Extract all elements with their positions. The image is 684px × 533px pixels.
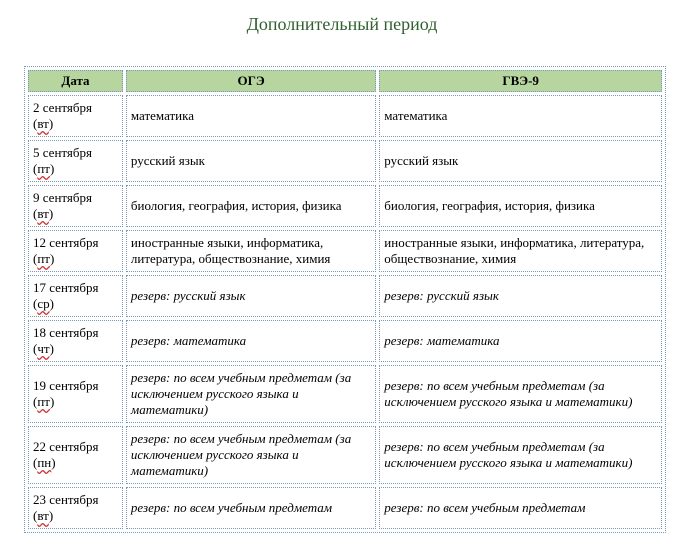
date-cell: 2 сентября (вт)	[28, 95, 123, 137]
weekday-text: вт	[37, 206, 49, 221]
date-text: 23 сентября	[33, 492, 99, 507]
date-cell: 23 сентября (вт)	[28, 487, 123, 529]
oge-cell: резерв: математика	[126, 320, 376, 362]
gve-cell: иностранные языки, информатика, литература, обществознание, химия	[379, 230, 662, 272]
gve-cell: биология, география, история, физика	[379, 185, 662, 227]
oge-cell: иностранные языки, информатика, литература, обществознание, химия	[126, 230, 376, 272]
weekday-text: пт	[37, 251, 50, 266]
table-row	[28, 426, 662, 484]
gve-cell: резерв: по всем учебным предметам	[379, 487, 662, 529]
table-row	[28, 365, 662, 423]
page-title: Дополнительный период	[246, 14, 438, 34]
date-text: 5 сентября	[33, 145, 92, 160]
weekday-text: пн	[37, 455, 52, 470]
date-text: 17 сентября	[33, 280, 99, 295]
date-cell: 9 сентября (вт)	[28, 185, 123, 227]
header-date: Дата	[28, 70, 123, 92]
table-row	[28, 275, 662, 317]
weekday-text: чт	[37, 341, 50, 356]
table-row	[28, 320, 662, 362]
table-row	[28, 230, 662, 272]
oge-cell: резерв: по всем учебным предметам (за исключением русского языка и математики)	[126, 365, 376, 423]
oge-cell: русский язык	[126, 140, 376, 182]
date-text: 9 сентября	[33, 190, 92, 205]
table-row	[28, 140, 662, 182]
date-cell: 19 сентября (пт)	[28, 365, 123, 423]
weekday-text: вт	[37, 508, 49, 523]
date-text: 18 сентября	[33, 325, 99, 340]
date-cell: 17 сентября (ср)	[28, 275, 123, 317]
gve-cell: резерв: русский язык	[379, 275, 662, 317]
oge-cell: биология, география, история, физика	[126, 185, 376, 227]
oge-cell: математика	[126, 95, 376, 137]
weekday-text: ср	[37, 296, 50, 311]
oge-cell: резерв: по всем учебным предметам	[126, 487, 376, 529]
oge-cell: резерв: по всем учебным предметам (за исключением русского языка и математики)	[126, 426, 376, 484]
oge-cell: резерв: русский язык	[126, 275, 376, 317]
header-oge: ОГЭ	[126, 70, 376, 92]
weekday-text: пт	[37, 161, 50, 176]
date-text: 12 сентября	[33, 235, 99, 250]
table-header-row	[28, 70, 662, 92]
gve-cell: резерв: по всем учебным предметам (за исключением русского языка и математики)	[379, 426, 662, 484]
date-cell: 22 сентября (пн)	[28, 426, 123, 484]
table-row	[28, 487, 662, 529]
gve-cell: математика	[379, 95, 662, 137]
weekday-text: вт	[37, 116, 49, 131]
date-text: 22 сентября	[33, 439, 99, 454]
gve-cell: резерв: математика	[379, 320, 662, 362]
weekday-text: пт	[37, 394, 50, 409]
table-row	[28, 95, 662, 137]
date-text: 2 сентября	[33, 100, 92, 115]
date-cell: 18 сентября (чт)	[28, 320, 123, 362]
table-row	[28, 185, 662, 227]
schedule-table	[24, 66, 666, 533]
gve-cell: русский язык	[379, 140, 662, 182]
date-text: 19 сентября	[33, 378, 99, 393]
date-cell: 12 сентября (пт)	[28, 230, 123, 272]
date-cell: 5 сентября (пт)	[28, 140, 123, 182]
gve-cell: резерв: по всем учебным предметам (за исключением русского языка и математики)	[379, 365, 662, 423]
header-gve: ГВЭ-9	[379, 70, 662, 92]
